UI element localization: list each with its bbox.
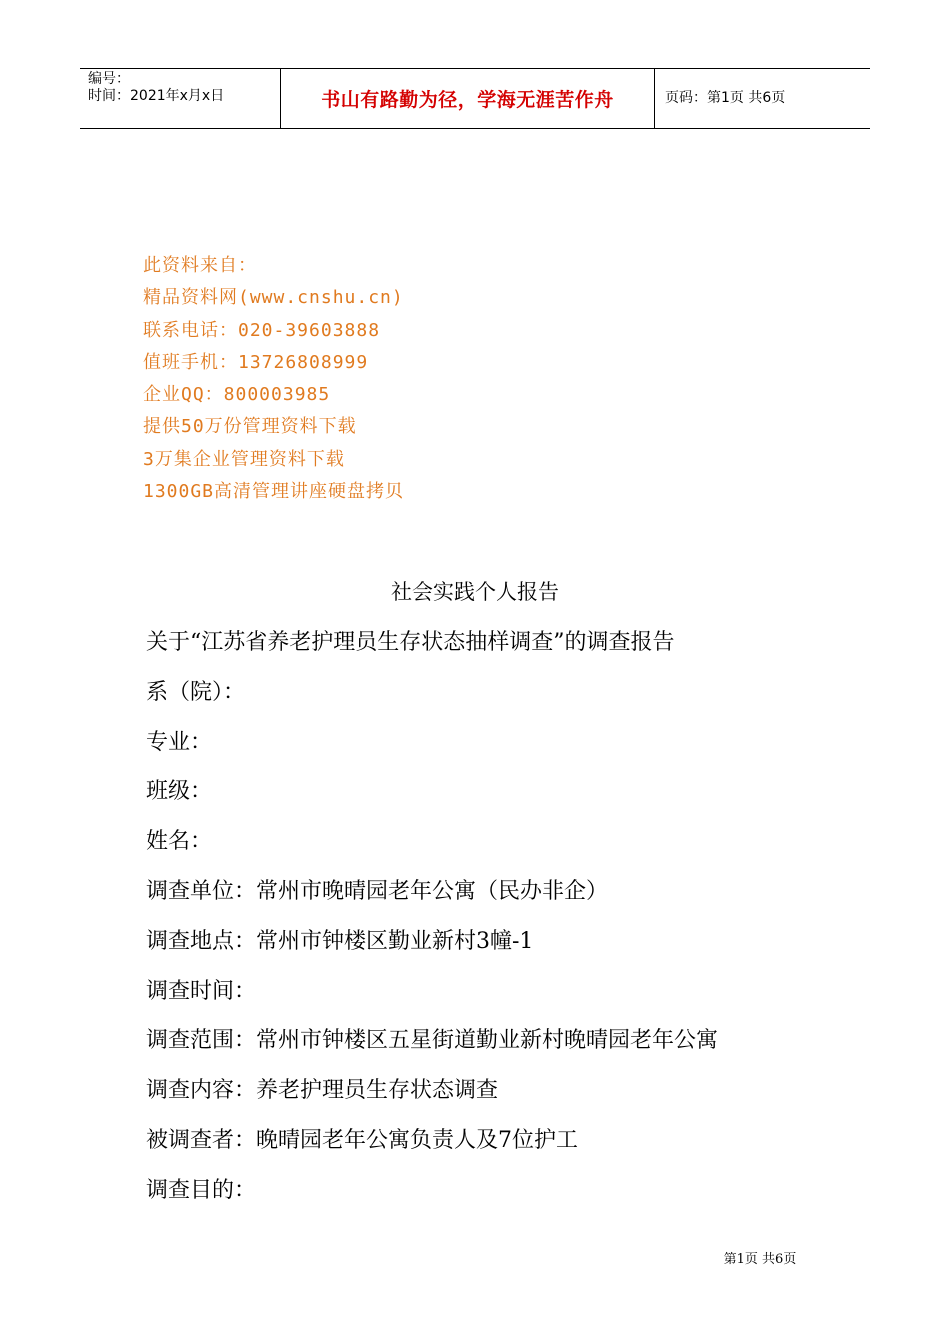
header-motto-cell <box>281 69 655 128</box>
header-meta-cell <box>80 69 281 128</box>
page-footer: 第1页 共6页 <box>723 1252 797 1267</box>
field-department: 系（院）： <box>146 679 246 705</box>
promo-line: 1300GB高清管理讲座硬盘拷贝 <box>143 481 405 503</box>
field-name: 姓名： <box>146 829 213 855</box>
field-respondents: 被调查者：晚晴园老年公寓负责人及7位护工 <box>146 1127 578 1153</box>
field-survey-scope: 调查范围：常州市钟楼区五星街道勤业新村晚晴园老年公寓 <box>146 1028 719 1054</box>
document-number-label: 编号： <box>88 71 130 87</box>
promo-line: 联系电话：020-39603888 <box>143 319 381 341</box>
report-subject: 关于“江苏省养老护理员生存状态抽样调查”的调查报告 <box>146 630 675 655</box>
field-major: 专业： <box>146 729 213 755</box>
promo-line: 企业QQ：800003985 <box>143 384 331 406</box>
field-survey-location: 调查地点：常州市钟楼区勤业新村3幢-1 <box>146 928 534 954</box>
document-title: 社会实践个人报告 <box>391 580 559 604</box>
promo-line: 此资料来自： <box>143 255 257 276</box>
field-survey-content: 调查内容：养老护理员生存状态调查 <box>146 1078 499 1104</box>
field-survey-unit: 调查单位：常州市晚晴园老年公寓（民办非企） <box>146 878 609 904</box>
promo-line: 精品资料网(www.cnshu.cn) <box>143 287 404 309</box>
document-body <box>146 618 846 1216</box>
header-page-cell <box>655 69 870 128</box>
field-survey-purpose: 调查目的： <box>146 1177 257 1203</box>
header-page-info: 页码：第1页 共6页 <box>665 90 786 106</box>
promo-line: 3万集企业管理资料下载 <box>143 448 345 470</box>
promo-block <box>143 250 404 508</box>
field-class: 班级： <box>146 779 213 805</box>
promo-line: 值班手机：13726808999 <box>143 351 369 373</box>
page-header-table <box>80 68 870 129</box>
field-survey-time: 调查时间： <box>146 978 257 1004</box>
header-motto: 书山有路勤为径，学海无涯苦作舟 <box>321 89 614 111</box>
promo-line: 提供50万份管理资料下载 <box>143 416 357 438</box>
document-date-label: 时间：2021年x月x日 <box>88 88 225 104</box>
